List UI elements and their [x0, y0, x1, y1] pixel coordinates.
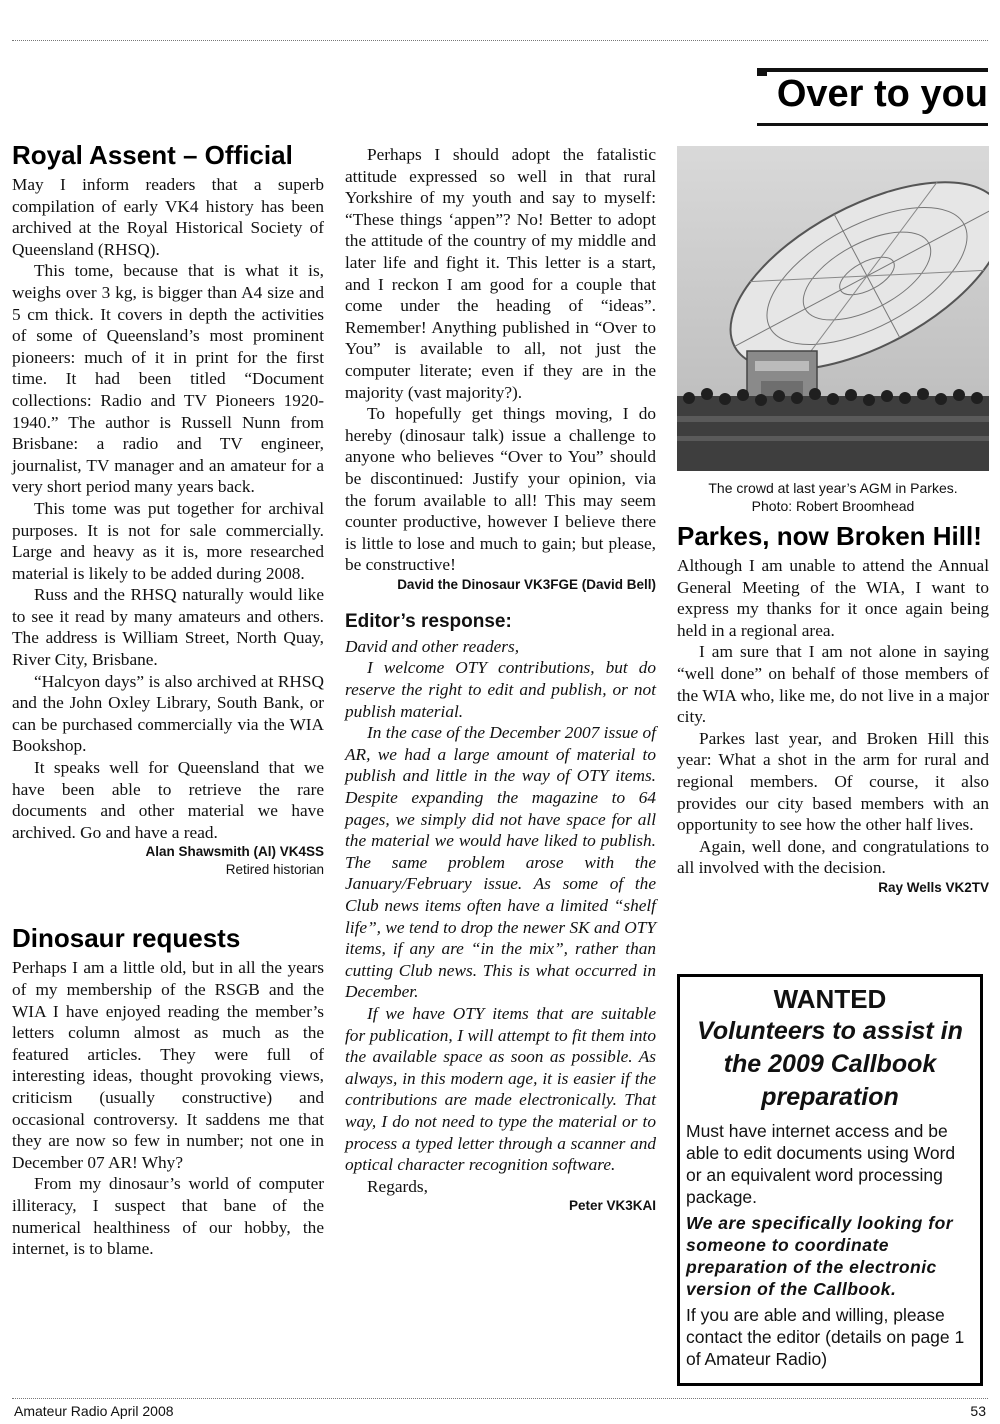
article1-paragraph: It speaks well for Queensland that we have been able to retrieve the rare documents and other material we have archived. Go and have a read. — [12, 758, 324, 842]
article3-author: Ray Wells VK2TV — [878, 879, 989, 895]
article2-paragraph: From my dinosaur’s world of computer illiteracy, I suspect that bane of the numerical healthiness of our hobby, the internet, is to blame. — [12, 1174, 324, 1259]
wanted-subtitle: Volunteers to assist in the 2009 Callbook preparation — [697, 1017, 963, 1111]
radio-telescope-illustration — [677, 146, 989, 471]
article1-paragraph: This tome was put together for archival purposes. It is not for sale commercially. Large and heavy as it is, more researched material is likely to be added during 2008. — [12, 498, 324, 583]
article3-paragraph: Parkes last year, and Broken Hill this year: What a shot in the arm for rural and regional members. Of course, it also provides our city based members with an opportunity to see how the other half lives. — [677, 728, 989, 835]
article3-paragraph: Although I am unable to attend the Annual General Meeting of the WIA, I want to express my thanks for it once again being held in a regional area. — [677, 556, 989, 640]
article3-paragraph: Again, well done, and congratulations to all involved with the decision. — [677, 836, 989, 878]
photo-caption — [677, 479, 989, 515]
article1-paragraph: “Halcyon days” is also archived at RHSQ and the John Oxley Library, South Bank, or can be purchased commercially via the WIA Bookshop. — [12, 671, 324, 756]
photo-caption-text: The crowd at last year’s AGM in Parkes. — [708, 480, 958, 496]
article-title-parkes-broken-hill: Parkes, now Broken Hill! — [677, 521, 982, 551]
section-header-underline — [757, 123, 988, 126]
article2-author: David the Dinosaur VK3FGE (David Bell) — [397, 576, 656, 592]
column-1 — [12, 140, 324, 1260]
wanted-requirements: Must have internet access and be able to edit documents using Word or an equivalent word processing package. — [686, 1121, 956, 1207]
editor-response-title: Editor’s response: — [345, 610, 512, 632]
editor-paragraph: If we have OTY items that are suitable for publication, I will attempt to fit them into the available space as soon as possible. As always, in this modern age, it is easier if the contributions are made electronically. That way, I do not need to type the material or to process a typed letter through a scanner and optical character recognition software. — [345, 1003, 656, 1175]
editor-author: Peter VK3KAI — [568, 1198, 656, 1214]
article1-paragraph: Russ and the RHSQ naturally would like to see it read by many amateurs and others. The address is William Street, North Quay, River City, Brisbane. — [12, 585, 324, 670]
column-3 — [677, 146, 989, 897]
editor-signature — [345, 1197, 656, 1215]
wanted-contact: If you are able and willing, please contact the editor (details on page 1 of Amateur Radio) — [686, 1305, 965, 1369]
section-title: Over to you — [767, 72, 988, 116]
footer-page-number: 53 — [970, 1403, 986, 1419]
editor-paragraph: In the case of the December 2007 issue of AR, we had a large amount of material to publish and little in the way of OTY items. Despite expanding the magazine to 64 pages, we simply did not have space for all the material we would have liked to publish. The same problem arose with the January/February issue. As some of the Club news items often have a limited “shelf life”, we tend to drop the newer SK and OTY items, if any are “in the mix”, rather than cutting Club news. This is what occurred in December. — [345, 723, 656, 1002]
wanted-looking-for: We are specifically looking for someone to coordinate preparation of the electronic version of the Callbook. — [686, 1213, 954, 1299]
editor-paragraph: David and other readers, — [345, 636, 520, 656]
article2-signature — [345, 576, 656, 594]
article2-continued-paragraph: To hopefully get things moving, I do hereby (dinosaur talk) issue a challenge to anyone who believes “Over to You” should be discontinued: Justify your opinion, via the forum available to all! This may seem counter productive, however I believe there is little to lose and much to gain; but please, be constructive! — [345, 404, 656, 575]
article1-paragraph: This tome, because that is what it is, weighs over 3 kg, is bigger than A4 size and 5 cm thick. It covers in depth the activities of some of Queensland’s most prominent pioneers: much of it in print for the first time. It had been titled “Document collections: Radio and TV Pioneers 1920-1940.” The author is Russell Nunn from Brisbane: a radio and TV engineer, journalist, TV manager and an amateur for a very short period many years back. — [12, 261, 324, 497]
editor-paragraph: I welcome OTY contributions, but do reserve the right to edit and publish, or not publish material. — [345, 658, 656, 721]
article1-signature — [12, 843, 324, 879]
article3-paragraph: I am sure that I am not alone in saying “well done” on behalf of those members of the WIA who, like me, do not live in a major city. — [677, 642, 989, 727]
wanted-advert-box — [677, 974, 983, 1386]
parkes-dish-photo — [677, 146, 989, 471]
article2-paragraph: Perhaps I am a little old, but in all the years of my membership of the RSGB and the WIA I have enjoyed reading the member’s letters column almost as much as the featured articles. They were full of interesting ideas, thought provoking views, criticism (usually constructive) and occasional controversy. It saddens me that they are now so few in number; not one in December 07 AR! Why? — [12, 958, 324, 1172]
article-title-dinosaur-requests: Dinosaur requests — [12, 923, 241, 954]
photo-credit: Photo: Robert Broomhead — [751, 498, 915, 514]
wanted-title: WANTED — [773, 984, 887, 1014]
section-header — [757, 62, 988, 126]
article1-author-role: Retired historian — [225, 862, 324, 878]
column-2 — [345, 144, 656, 1215]
article1-author: Alan Shawsmith (Al) VK4SS — [145, 844, 324, 860]
editor-closing: Regards, — [367, 1176, 428, 1196]
article-title-royal-assent: Royal Assent – Official — [12, 140, 293, 170]
article3-signature — [677, 879, 989, 897]
footer-publication: Amateur Radio April 2008 — [14, 1403, 174, 1419]
bottom-rule — [12, 1398, 988, 1399]
article1-paragraph: May I inform readers that a superb compilation of early VK4 history has been archived at the Royal Historical Society of Queensland (RHSQ). — [12, 175, 324, 259]
article2-continued-paragraph: Perhaps I should adopt the fatalistic attitude expressed so well in that rural Yorkshire of my youth and say to myself: “These things ‘appen”? No! Better to adopt the attitude of the country of my middle and later life and fight it. This letter is a start, and I reckon I am good for a couple that come under the heading of “ideas”. Remember! Anything published in “Over to You” is available to all, not just the computer literate; even if they are in the majority (vast majority?). — [345, 145, 656, 402]
top-rule — [12, 40, 988, 41]
